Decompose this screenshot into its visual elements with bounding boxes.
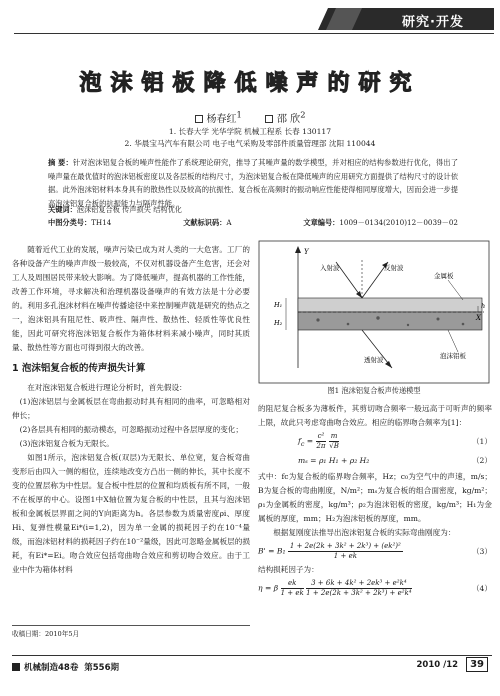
eq1-frac-2-den: √B — [329, 442, 339, 450]
right-paragraph-1: 的阻尼复合板多为薄板件，其剪切吻合频率一般远高于可听声的频率上限，故此只考虑弯曲吻合效应。相应的临界吻合频率为[1]： — [258, 404, 492, 427]
author-box-icon — [195, 115, 203, 123]
footer-page-info — [417, 657, 488, 672]
abstract — [48, 156, 458, 210]
author-name: 杨春红 — [206, 114, 237, 126]
eq1-frac-1-den: 2π — [316, 442, 326, 450]
eq1-frac-1-num: c² — [317, 432, 325, 440]
eq4-frac-1 — [281, 579, 304, 598]
section-banner — [318, 8, 494, 30]
eq2-number: （2） — [471, 456, 492, 466]
assumption-2: (2)各层具有相同的振动模态，可忽略振动过程中各层厚度的变化； — [19, 425, 243, 434]
intro-paragraph: 随着近代工业的发展，噪声污染已成为对人类的一大危害。工厂的各种设备产生的噪声声级一般较高，不仅对机器设备产生危害，还会对工人及周围居民带来较大影响。为了降低噪声，提高机器的工作性能，改善工作环境，寻求解决和治理机器设备噪声的有效方法是十分必要的。利用多孔泡沫材料在噪声传播途径中来控制噪声就是研究的热点之一，泡沫铝具有阻尼性、吸声性、隔声性、散热性、轻质性等优良性能，因此可研究将泡沫铝复合板作为箱体材料来减小噪声，同时其质量、散热性等方面也可得到很大的改善。 — [12, 245, 250, 352]
eq3-frac — [288, 542, 403, 561]
right-paragraph-4: 结构损耗因子为： — [258, 565, 319, 575]
left-column — [12, 243, 250, 577]
doc-code-value: A — [226, 218, 232, 227]
fig-h2-label: H₂ — [274, 319, 283, 327]
figure-1-caption: 图1 泡沫铝复合板声传递模型 — [327, 386, 421, 395]
eq4-frac-2-num: 3 + 6k + 4k² + 2ek³ + e²k⁴ — [306, 579, 411, 589]
square-bullet-icon — [12, 663, 20, 671]
eq1-frac-2 — [329, 432, 340, 451]
equation-4 — [258, 579, 492, 598]
doc-code-label: 文献标识码： — [183, 218, 227, 227]
figure-1-diagram — [258, 240, 490, 384]
eq4-lhs: η = β — [258, 583, 279, 593]
affiliation-1: 1. 长春大学 光华学院 机械工程系 长春 130117 — [168, 127, 332, 136]
article-title: 泡沫铝板降低噪声的研究 — [79, 71, 421, 96]
author-sup: 2 — [300, 110, 306, 120]
eq3-frac-num: 1 + 2e(2k + 3k² + 2k³) + (ek²)² — [289, 542, 401, 551]
author-1 — [195, 110, 242, 126]
eq4-frac-1-den: 1 + ek — [280, 589, 304, 598]
classification-line — [48, 218, 458, 228]
fig-reflected-label: 反射波 — [384, 264, 404, 272]
eq1-number: （1） — [471, 437, 492, 446]
fig-metal-label: 金属板 — [434, 272, 454, 280]
eq1-frac-2-num: m — [330, 432, 338, 440]
section-label: 研究·开发 — [402, 15, 464, 30]
keywords — [48, 205, 182, 215]
author-box-icon — [265, 115, 273, 123]
assumption-intro: 在对泡沫铝复合板进行理论分析时，首先假设： — [27, 383, 187, 392]
eq4-frac-2-den: 1 + 2e(2k + 3k² + 2k³) + e²k⁴ — [306, 589, 412, 598]
footer-journal — [12, 661, 119, 673]
eq3-lhs: B' = B₁ — [258, 546, 286, 556]
keywords-text: 泡沫铝复合板 传声损失 结构优化 — [76, 205, 182, 214]
keywords-label: 关键词： — [48, 205, 77, 214]
abstract-label: 摘 要： — [48, 158, 73, 167]
section-1-heading: 1 泡沫铝复合板的传声损失计算 — [12, 363, 146, 374]
fig-x-label: X — [476, 314, 481, 322]
fig-foam-label: 泡沫铝板 — [440, 352, 466, 360]
author-sup: 1 — [236, 110, 242, 120]
author-name: 邵 欣 — [277, 114, 301, 126]
header-rule — [14, 33, 494, 34]
fig-incident-label: 入射波 — [320, 264, 340, 272]
section-1-body: 如图1所示，泡沫铝复合板(双层)为无限长、单位宽，复合板弯曲变形后由四入一侧的相位，连续地改变方凸出一侧的伸长，其中长度不变的位置层称为中性层。复合板中性层的位置和均质板有所不同，一般不在板厚的中心。设图1中X轴位置为复合板的中性层，且其与泡沫铝板和金属板层界面之间的Y向距离为h。各层参数为质量密度ρi、厚度Hi、复弹性模量Ei*(i=1,2)，因为单一金属的损耗因子约在10⁻⁴量级，而泡沫铝材料的损耗因子约在10⁻²量级，因此可忽略金属板层的损耗，有Ei*=Ei。吻合效应包括弯曲吻合效应和剪切吻合效应。由于工业中作为箱体材料 — [12, 453, 250, 574]
clc-label: 中图分类号： — [48, 218, 92, 227]
equation-3 — [258, 542, 492, 561]
figure-1 — [258, 240, 490, 384]
eq4-frac-1-num: ek — [281, 579, 304, 589]
fig-y-label: Y — [304, 248, 309, 256]
assumption-1: (1)泡沫铝层与金属板层在弯曲振动时具有相同的曲率，可忽略相对伸长； — [12, 397, 250, 420]
equation-2 — [258, 454, 492, 468]
equation-1: $f_c$ = $\frac{\text{c²}}{2\pi}$ $\frac{m}{√B}$ （1） — [298, 432, 492, 450]
article-number-value: 1009－0134(2010)12－0039－02 — [339, 218, 458, 227]
author-line — [0, 110, 500, 125]
fig-transmitted-label: 透射波 — [364, 356, 384, 364]
doc-code — [183, 218, 231, 228]
clc-value: TH14 — [91, 218, 112, 227]
eq1-frac-1 — [316, 432, 327, 451]
article-number-label: 文章编号： — [303, 218, 340, 227]
eq4-number: （4） — [471, 583, 492, 593]
journal-name: 机械制造48卷 — [24, 663, 79, 673]
abstract-text: 针对泡沫铝复合板的噪声性能作了系统理论研究，推导了其噪声量的数学模型，并对相应的结构参数进行优化，得出了噪声量在最优值时的泡沫铝板密度以及各层板的结构尺寸，为泡沫铝复合板在降低噪声的应用研究方面提供了结构尺寸的设计依据。此外泡沫铝材料本身具有的散热性以及较高的抗振性、复合板在高频时的振动响应性能使得相同厚度增大，因而会进一步提高泡沫铝复合板的抗振能力与隔声性能。 — [48, 158, 459, 208]
fig-h1-label: H₁ — [274, 301, 283, 309]
author-2 — [265, 110, 306, 126]
right-paragraph-3: 根据复刚度法推导出泡沫铝复合板的实际弯曲刚度为： — [273, 528, 456, 538]
fig-h-label: h — [481, 302, 486, 310]
eq1-lhs: f — [298, 436, 301, 446]
eq3-number: （3） — [471, 546, 492, 556]
assumption-3: (3)泡沫铝复合板为无限长。 — [19, 439, 114, 448]
eq3-frac-den: 1 + ek — [333, 552, 357, 561]
eq2-body: mₛ = ρ₁ H₁ + ρ₂ H₂ — [298, 456, 370, 466]
issue-date: 2010 /12 — [416, 659, 459, 670]
received-date: 收稿日期：2010年5月 — [12, 625, 250, 638]
page-number: 39 — [466, 657, 488, 672]
issue-number: 第556期 — [84, 663, 120, 673]
right-paragraph-2: 式中：fc为复合板的临界吻合频率，Hz；c₀为空气中的声速，m/s；B为复合板的弯曲刚度，N/m²；mₛ为复合板的组合面密度，kg/m²；ρ₁为金属板的密度，kg/m³；ρ₂为泡沫铝板的密度，kg/m³；H₁为金属板的厚度，mm；H₂为泡沫铝板的厚度，mm。 — [258, 472, 492, 524]
footer-rule — [12, 655, 492, 656]
right-column — [258, 402, 492, 600]
eq4-frac-2 — [306, 579, 411, 598]
eq1-sub: c — [300, 441, 305, 449]
clc-number — [48, 218, 111, 228]
article-number — [303, 218, 458, 228]
affiliation-2: 2. 华晨宝马汽车有限公司 电子电气采购及零部件质量管理部 沈阳 110044 — [124, 139, 376, 148]
